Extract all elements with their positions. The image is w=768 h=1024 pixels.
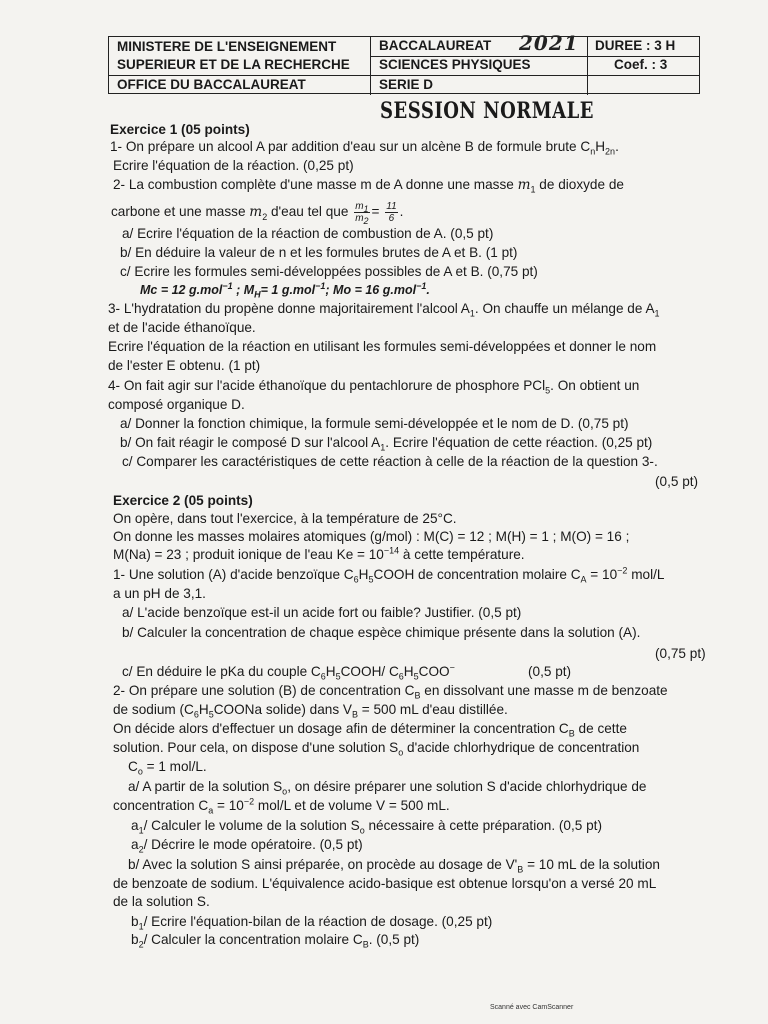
ex1-q4a: a/ Donner la fonction chimique, la formule semi-développée et le nom de D. (0,75 pt) xyxy=(120,416,629,431)
mass-ratio-fraction: $\frac{m_1}{m_2}$ xyxy=(355,201,369,226)
ex1-q2c: c/ Ecrire les formules semi-développées possibles de A et B. (0,75 pt) xyxy=(120,264,538,279)
ex2-line3: M(Na) = 23 ; produit ionique de l'eau $Ke = 10^{-14}$ à cette température. xyxy=(113,545,525,562)
ex2-q2-line5: $C_o = 1$ mol/L. xyxy=(128,759,207,777)
ex2-q2a2: $a_2/$ Décrire le mode opératoire. (0,5 pt) xyxy=(131,837,363,855)
session-title: SESSION NORMALE xyxy=(380,98,594,125)
subject-label: SCIENCES PHYSIQUES xyxy=(379,57,531,72)
ex1-q1-line2: Ecrire l'équation de la réaction. (0,25 pt) xyxy=(113,158,354,173)
ex2-q1b-points: (0,75 pt) xyxy=(655,646,706,661)
duree-label: DUREE : 3 H xyxy=(595,38,676,53)
ex2-title: Exercice 2 (05 points) xyxy=(113,493,253,508)
ex2-q2b2: $b_2/$ Calculer la concentration molaire $C_B$. (0,5 pt) xyxy=(131,932,420,950)
ex1-q2-line2: carbone et une masse $m_2$ d'eau tel que $\frac{m_1}{m_2}$ = $\frac{11}{6}$ . xyxy=(111,201,404,226)
ex1-q3-line3: Ecrire l'équation de la réaction en utilisant les formules semi-développées et donner le nom xyxy=(108,339,657,354)
ex2-q2a-line1: a/ A partir de la solution $S_o$, on désire préparer une solution S d'acide chlorhydrique de xyxy=(128,779,647,797)
ex2-q2b-line3: de la solution S. xyxy=(113,894,210,909)
ex2-q2a1: $a_1/$ Calculer le volume de la solution $S_o$ nécessaire à cette préparation. (0,5 pt) xyxy=(131,818,602,836)
ex1-q2-line1: 2- La combustion complète d'une masse m de A donne une masse $m_1$ de dioxyde de xyxy=(113,177,624,195)
ex2-q2b-line1: b/ Avec la solution S ainsi préparée, on procède au dosage de $V'_B = 10$ mL de la solution xyxy=(128,857,660,875)
ex2-q2b-line2: de benzoate de sodium. L'équivalence acido-basique est obtenue lorsqu'on a versé 20 mL xyxy=(113,876,657,891)
office-label: OFFICE DU BACCALAUREAT xyxy=(117,77,306,92)
ex1-q3-line4: de l'ester E obtenu. (1 pt) xyxy=(108,358,261,373)
ex1-title: Exercice 1 (05 points) xyxy=(110,122,250,137)
ex1-q4-line1: 4- On fait agir sur l'acide éthanoïque du pentachlorure de phosphore PCl$_5$. On obtient un xyxy=(108,378,640,396)
ex2-q2b1: $b_1/$ Ecrire l'équation-bilan de la réaction de dosage. (0,25 pt) xyxy=(131,914,493,932)
ex2-q2-line4: solution. Pour cela, on dispose d'une solution $S_o$ d'acide chlorhydrique de concentration xyxy=(113,740,640,758)
ex1-q4c: c/ Comparer les caractéristiques de cette réaction à celle de la réaction de la question 3-. xyxy=(122,454,658,469)
ex2-q1a: a/ L'acide benzoïque est-il un acide fort ou faible? Justifier. (0,5 pt) xyxy=(122,605,522,620)
ex1-q3-line2: et de l'acide éthanoïque. xyxy=(108,320,256,335)
ex1-q4c-points: (0,5 pt) xyxy=(655,474,699,489)
ex1-q3-line1: 3- L'hydratation du propène donne majoritairement l'alcool $A_1$. On chauffe un mélange de $A_1$ xyxy=(108,301,660,319)
header-table xyxy=(108,31,700,94)
ministry-line2: SUPERIEUR ET DE LA RECHERCHE xyxy=(117,57,350,72)
ex2-q1-line1: 1- Une solution (A) d'acide benzoïque $C_6H_5COOH$ de concentration molaire $C_A = 10^{-2}$ mol/L xyxy=(113,565,665,585)
ministry-line1: MINISTERE DE L'ENSEIGNEMENT xyxy=(117,39,337,54)
ex1-q2a: a/ Ecrire l'équation de la réaction de combustion de A. (0,5 pt) xyxy=(122,226,494,241)
ex2-q2-line1: 2- On prépare une solution (B) de concentration $C_B$ en dissolvant une masse m de benzoate xyxy=(113,683,668,701)
ex2-q1b: b/ Calculer la concentration de chaque espèce chimique présente dans la solution (A). xyxy=(122,625,641,640)
ex1-q4b: b/ On fait réagir le composé D sur l'alcool $A_1$. Ecrire l'équation de cette réaction. (0,25 pt) xyxy=(120,435,653,453)
exam-label: BACCALAUREAT xyxy=(379,38,492,53)
ex2-q2-line3: On décide alors d'effectuer un dosage afin de déterminer la concentration $C_B$ de cette xyxy=(113,721,627,739)
coef-label: Coef. : 3 xyxy=(614,57,668,72)
ex1-q1-line1: 1- On prépare un alcool A par addition d'eau sur un alcène B de formule brute $C_nH_{2n}$. xyxy=(110,139,619,157)
ex1-molar-masses: Mc = 12 g.mol$^{-1}$ ; $M_H= 1$ g.mol$^{-1}$; Mo = 16 g.mol$^{-1}$. xyxy=(140,280,430,300)
ex2-q1c-points: (0,5 pt) xyxy=(528,664,572,679)
year-handwritten: 2021 xyxy=(519,31,579,55)
ex2-line2: On donne les masses molaires atomiques (g/mol) : M(C) = 12 ; M(H) = 1 ; M(O) = 16 ; xyxy=(113,529,630,544)
ex1-q4-line2: composé organique D. xyxy=(108,397,245,412)
ex2-q1c: c/ En déduire le pKa du couple $C_6H_5COOH/$ $C_6H_5COO^-$ xyxy=(122,662,455,682)
ex2-q1-line2: a un pH de 3,1. xyxy=(113,586,206,601)
ex2-q2a-line2: concentration $C_a = 10^{-2}$ mol/L et de volume V = 500 mL. xyxy=(113,796,450,816)
ex1-q2b: b/ En déduire la valeur de n et les formules brutes de A et B. (1 pt) xyxy=(120,245,518,260)
serie-label: SERIE D xyxy=(379,77,434,92)
scanner-footer: Scanné avec CamScanner xyxy=(490,1004,574,1011)
ex2-q2-line2: de sodium ($C_6H_5COONa$ solide) dans $V_B = 500$ mL d'eau distillée. xyxy=(113,702,508,720)
ex2-line1: On opère, dans tout l'exercice, à la température de 25°C. xyxy=(113,511,457,526)
